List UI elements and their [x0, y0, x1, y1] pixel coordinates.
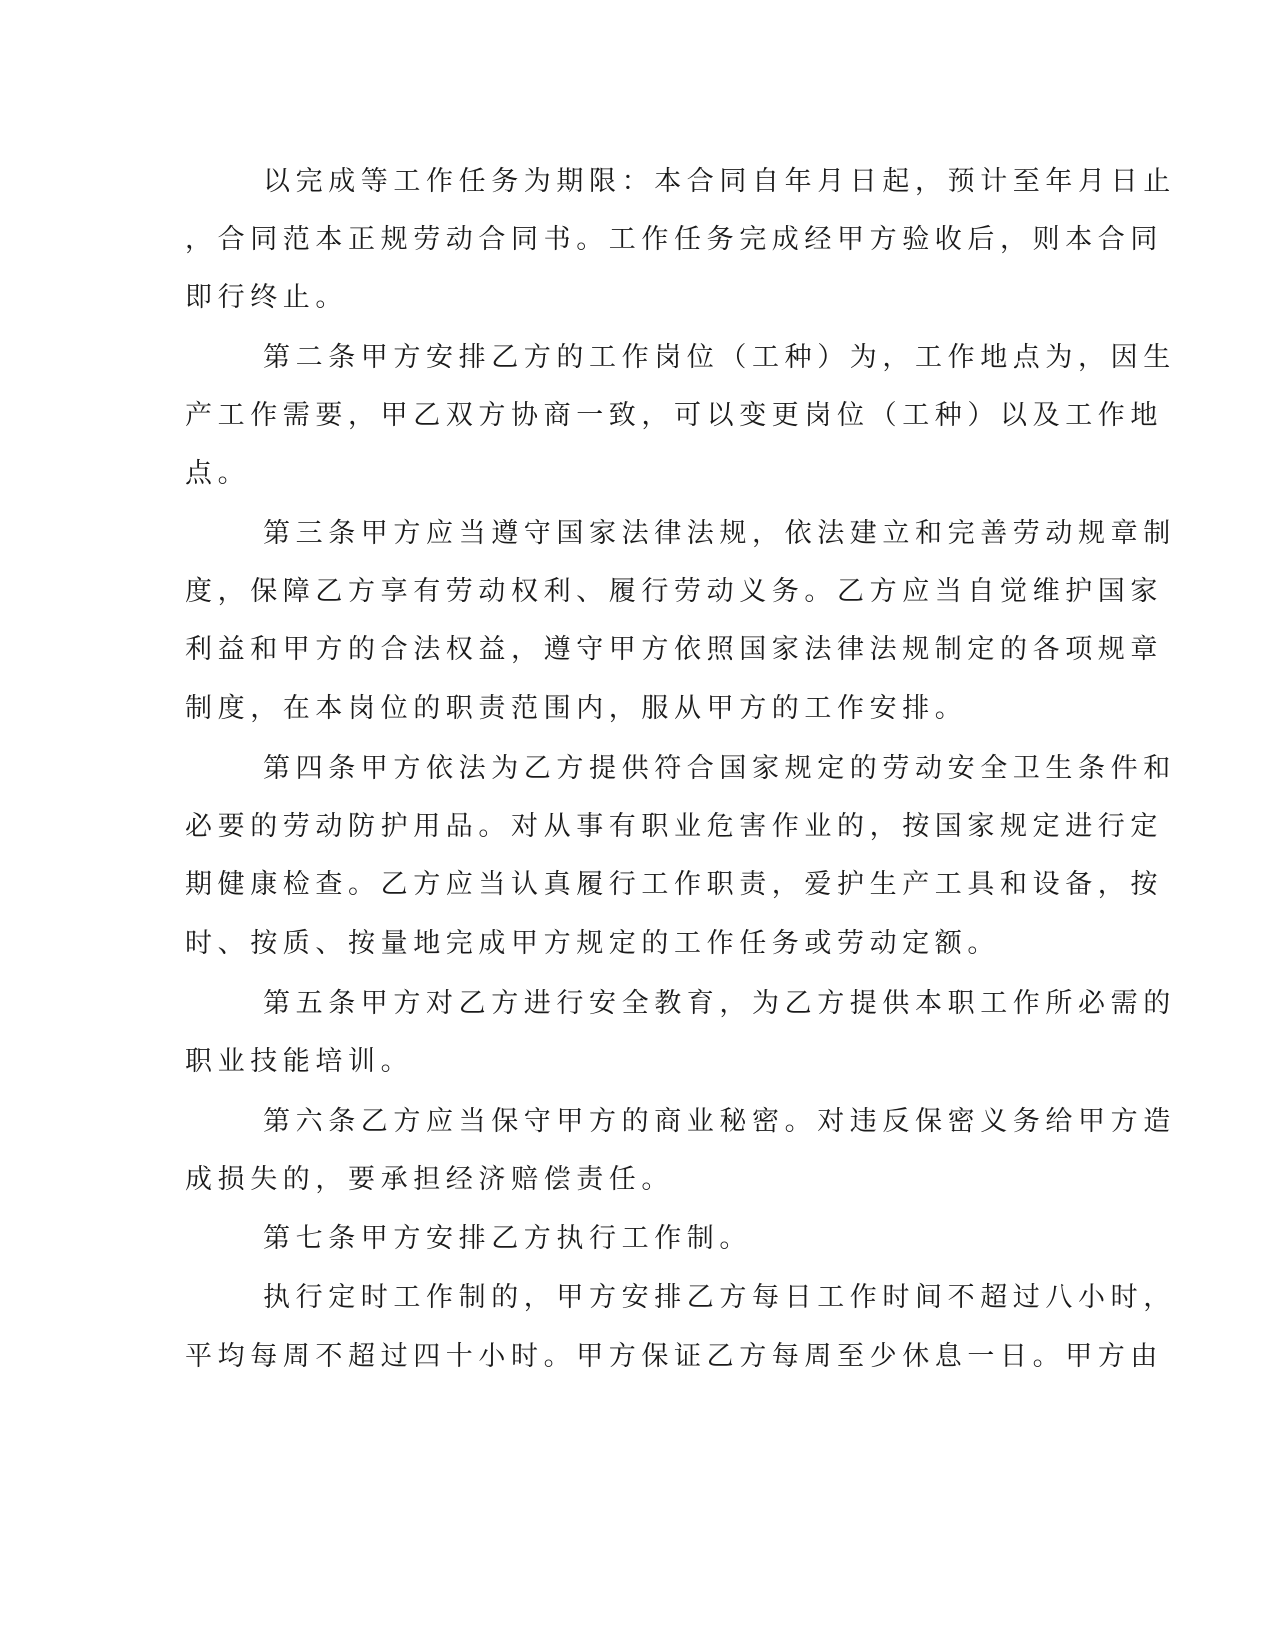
text-line: 平均每周不超过四十小时。甲方保证乙方每周至少休息一日。甲方由: [185, 1341, 1163, 1372]
text-line: 以完成等工作任务为期限：本合同自年月日起，预计至年月日止: [263, 166, 1176, 197]
text-line: 成损失的，要承担经济赔偿责任。: [185, 1164, 674, 1195]
text-line: 第二条甲方安排乙方的工作岗位（工种）为，工作地点为，因生: [263, 342, 1176, 373]
text-line: 即行终止。: [185, 282, 348, 313]
text-line: 第四条甲方依法为乙方提供符合国家规定的劳动安全卫生条件和: [263, 753, 1176, 784]
text-line: 期健康检查。乙方应当认真履行工作职责，爱护生产工具和设备，按: [185, 869, 1163, 900]
text-line: ，合同范本正规劳动合同书。工作任务完成经甲方验收后，则本合同: [185, 224, 1163, 255]
text-line: 产工作需要，甲乙双方协商一致，可以变更岗位（工种）以及工作地: [185, 400, 1163, 431]
text-line: 点。: [185, 458, 251, 489]
text-line: 执行定时工作制的，甲方安排乙方每日工作时间不超过八小时，: [263, 1282, 1176, 1313]
text-line: 第七条甲方安排乙方执行工作制。: [263, 1223, 752, 1254]
text-line: 制度，在本岗位的职责范围内，服从甲方的工作安排。: [185, 693, 968, 724]
text-line: 第三条甲方应当遵守国家法律法规，依法建立和完善劳动规章制: [263, 518, 1176, 549]
text-line: 时、按质、按量地完成甲方规定的工作任务或劳动定额。: [185, 928, 1000, 959]
text-line: 利益和甲方的合法权益，遵守甲方依照国家法律法规制定的各项规章: [185, 634, 1163, 665]
text-line: 第五条甲方对乙方进行安全教育，为乙方提供本职工作所必需的: [263, 988, 1176, 1019]
text-line: 第六条乙方应当保守甲方的商业秘密。对违反保密义务给甲方造: [263, 1106, 1176, 1137]
text-line: 必要的劳动防护用品。对从事有职业危害作业的，按国家规定进行定: [185, 811, 1163, 842]
text-line: 度，保障乙方享有劳动权利、履行劳动义务。乙方应当自觉维护国家: [185, 576, 1163, 607]
text-line: 职业技能培训。: [185, 1046, 414, 1077]
